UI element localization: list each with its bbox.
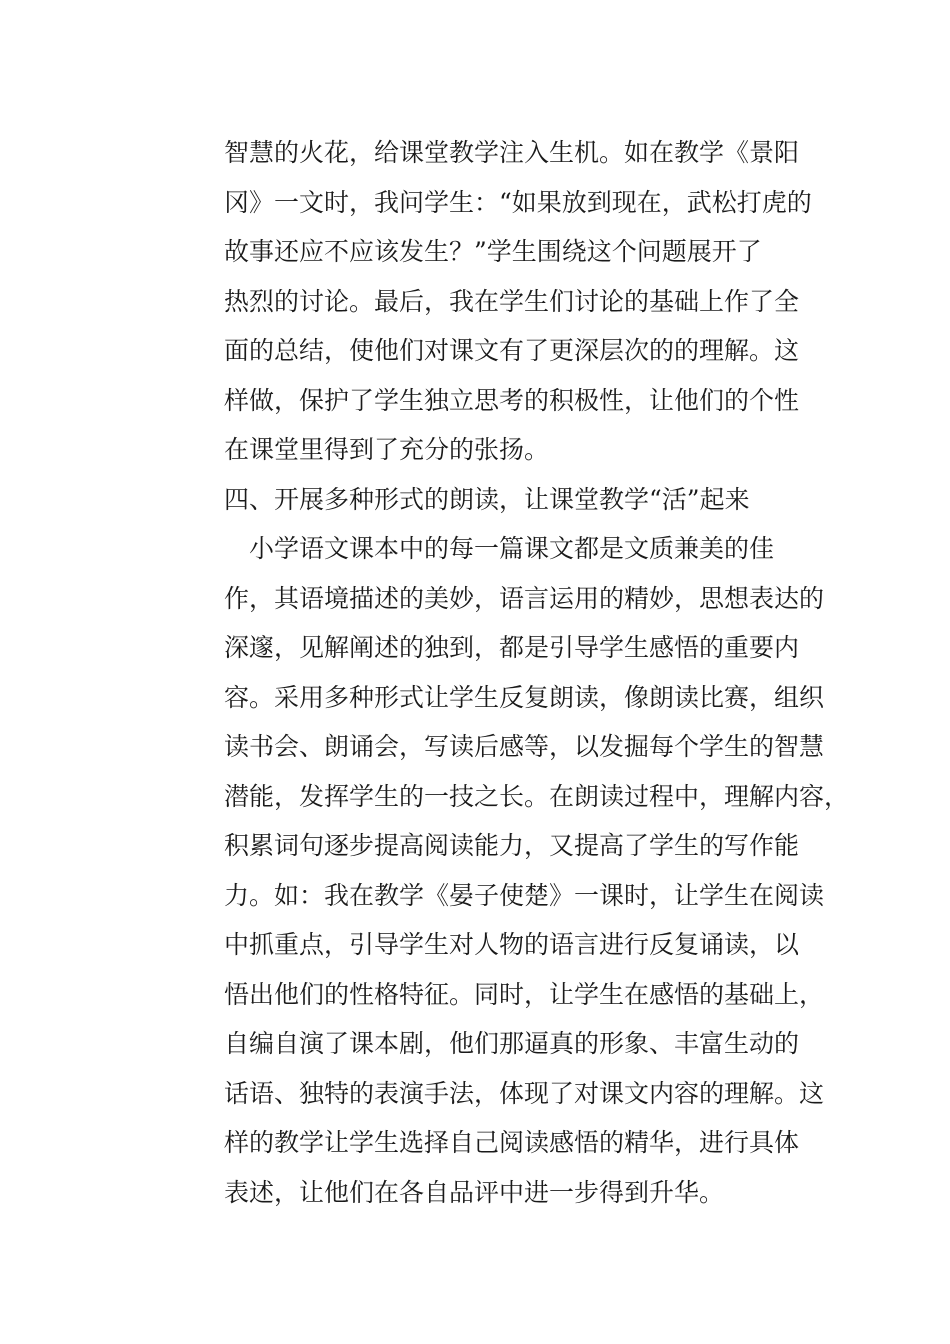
text-line: 深邃，见解阐述的独到，都是引导学生感悟的重要内 xyxy=(224,633,800,662)
text-line: 悟出他们的性格特征。同时，让学生在感悟的基础上， xyxy=(224,979,825,1009)
text-line: 容。采用多种形式让学生反复朗读，像朗读比赛，组织 xyxy=(224,682,825,712)
text-line: 故事还应不应该发生？”学生围绕这个问题展开了 xyxy=(224,237,762,266)
section-heading: 四、开展多种形式的朗读，让课堂教学“活”起来 xyxy=(224,484,750,514)
text-line: 热烈的讨论。最后，我在学生们讨论的基础上作了全 xyxy=(224,286,800,316)
text-line: 智慧的火花，给课堂教学注入生机。如在教学《景阳 xyxy=(224,138,800,167)
text-line: 潜能，发挥学生的一技之长。在朗读过程中，理解内容， xyxy=(224,781,850,811)
text-line: 在课堂里得到了充分的张扬。 xyxy=(224,435,550,464)
text-line: 力。如：我在教学《晏子使楚》一课时，让学生在阅读 xyxy=(224,880,825,910)
text-line: 小学语文课本中的每一篇课文都是文质兼美的佳 xyxy=(224,534,775,563)
text-line: 积累词句逐步提高阅读能力，又提高了学生的写作能 xyxy=(224,831,800,860)
text-line: 表述，让他们在各自品评中进一步得到升华。 xyxy=(224,1177,725,1207)
text-line: 冈》一文时，我问学生：“如果放到现在，武松打虎的 xyxy=(224,187,812,217)
text-line: 样做，保护了学生独立思考的积极性，让他们的个性 xyxy=(224,385,800,415)
text-line: 话语、独特的表演手法，体现了对课文内容的理解。这 xyxy=(224,1078,825,1108)
text-line: 中抓重点，引导学生对人物的语言进行反复诵读，以 xyxy=(224,930,800,959)
text-line: 读书会、朗诵会，写读后感等，以发掘每个学生的智慧 xyxy=(224,732,825,761)
text-line: 自编自演了课本剧，他们那逼真的形象、丰富生动的 xyxy=(224,1029,800,1058)
text-line: 面的总结，使他们对课文有了更深层次的的理解。这 xyxy=(224,336,800,365)
text-line: 样的教学让学生选择自己阅读感悟的精华，进行具体 xyxy=(224,1128,800,1157)
body-text xyxy=(224,128,850,1217)
text-line: 作，其语境描述的美妙，语言运用的精妙，思想表达的 xyxy=(224,583,825,613)
